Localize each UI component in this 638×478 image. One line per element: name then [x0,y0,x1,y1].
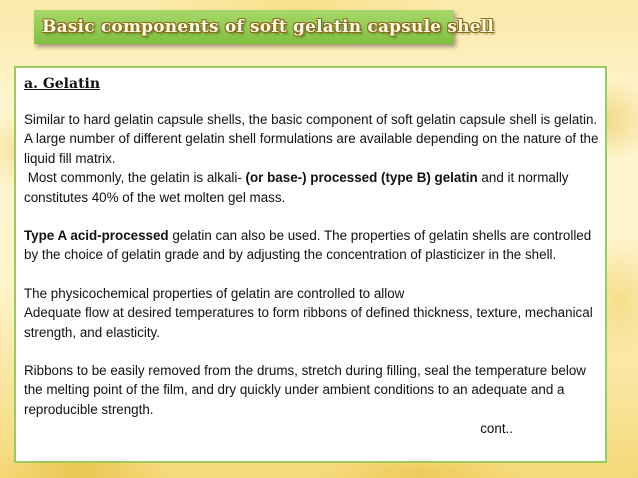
paragraph-intro-text: Similar to hard gelatin capsule shells, the basic component of soft gelatin capsule shell is gelatin. A large number of different gelatin shell formulations are available depending on the nature of the liquid fill matrix. [24,112,599,166]
paragraph-physicochemical-line1: The physicochemical properties of gelatin are controlled to allow [24,285,405,301]
continued-label: cont.. [480,421,513,437]
section-heading: a. Gelatin [24,76,101,92]
paragraph-type-b-prefix: Most commonly, the gelatin is alkali- [24,170,246,186]
paragraph-type-b-bold: (or base-) processed (type B) gelatin [245,170,478,186]
paragraph-ribbons-text: Ribbons to be easily removed from the drums, stretch during filling, seal the temperature below the melting point of the film, and dry quickly under ambient conditions to an adequate and a reproducible strength. [24,363,586,417]
slide-title: Basic components of soft gelatin capsule shell [42,17,495,37]
paragraph-physicochemical [24,284,599,303]
paragraph-intro [24,110,599,168]
content-box [14,66,607,463]
paragraph-flow [24,303,599,342]
spacer [24,342,599,361]
title-banner [34,10,495,44]
spacer [24,207,599,226]
paragraph-type-b-suffix: and it normally constitutes 40% of the wet molten gel mass. [24,170,569,205]
paragraph-ribbons [24,361,599,419]
paragraph-type-a [24,226,599,265]
paragraph-flow-text: Adequate flow at desired temperatures to form ribbons of defined thickness, texture, mechanical strength, and elasticity. [24,305,593,340]
paragraph-type-a-bold: Type A acid-processed [24,228,169,244]
paragraph-type-b [24,168,599,207]
spacer [24,265,599,284]
paragraph-type-a-text: gelatin can also be used. The properties of gelatin shells are controlled by the choice of gelatin grade and by adjusting the concentration of plasticizer in the shell. [24,228,592,263]
